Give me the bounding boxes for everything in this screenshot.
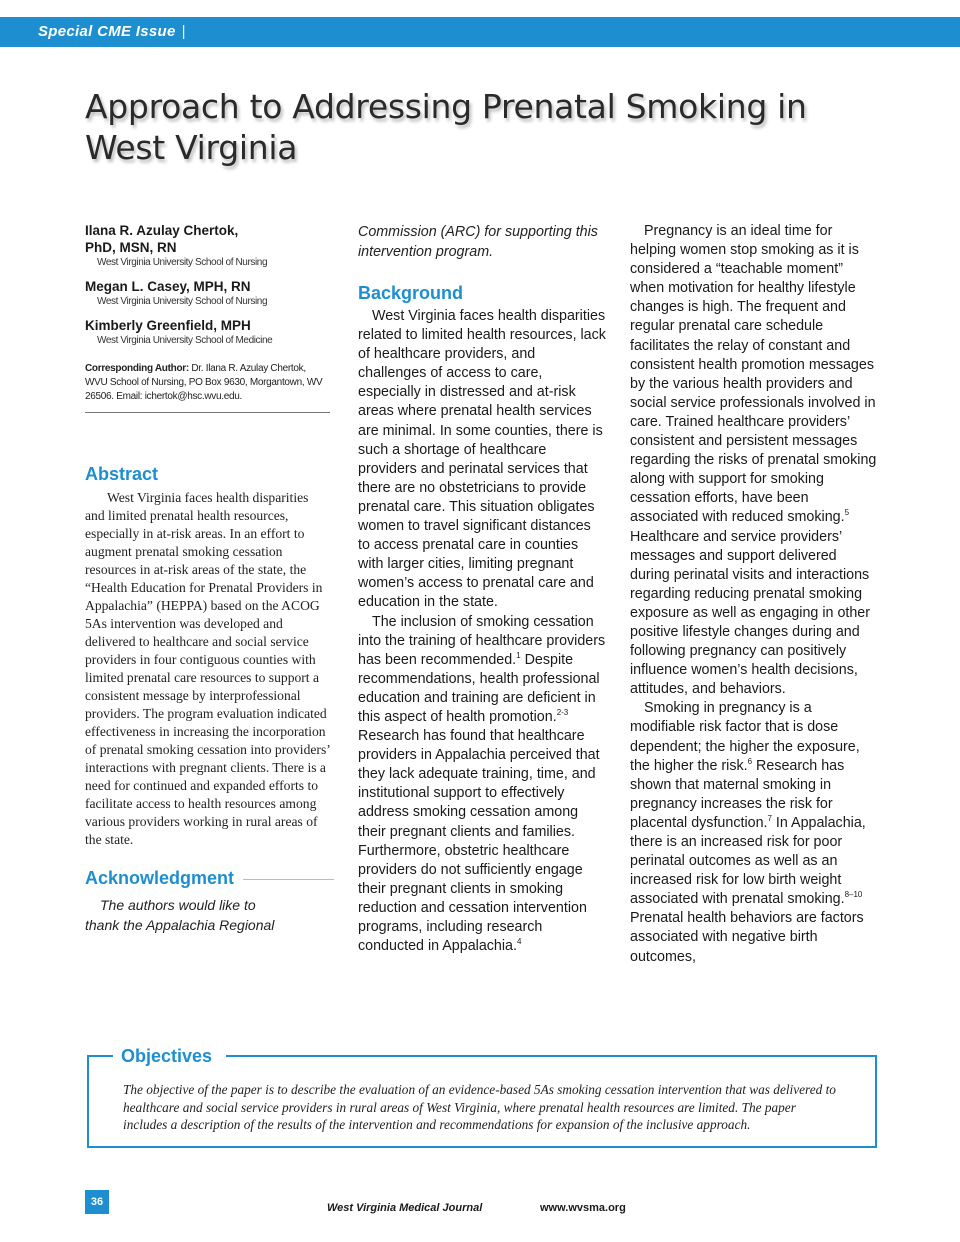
citation: 6	[747, 756, 753, 766]
citation: 7	[767, 814, 772, 824]
author-3	[85, 317, 330, 347]
acknowledgment-heading-text: Acknowledgment	[85, 868, 235, 888]
corresponding-label: Corresponding Author:	[85, 363, 189, 374]
background-paragraph-2	[358, 613, 606, 957]
objectives-box	[87, 1046, 877, 1148]
text-run: In Appalachia, there is an increased risk for poor perinatal outcomes as well as an increased risk for low birth weight associated with prenatal smoking.	[630, 814, 866, 908]
citation: 5	[844, 508, 850, 518]
acknowledgment-heading	[85, 867, 330, 889]
text-run: Research has shown that maternal smoking in pregnancy increases the risk for placental dysfunction.	[630, 757, 845, 831]
text-run: The inclusion of smoking cessation into the training of healthcare providers has been recommended.	[358, 613, 606, 668]
text-run: Despite recommendations, health professional education and training are deficient in this aspect of health promotion.	[358, 651, 600, 725]
acknowledgment-body	[85, 895, 330, 935]
abstract-body	[85, 489, 330, 849]
right-paragraph-2	[630, 699, 880, 966]
article-title	[85, 86, 875, 168]
author-2	[85, 278, 330, 308]
text-run: Smoking in pregnancy is a modifiable risk factor that is dose dependent; the higher the exposure, the higher the risk.	[630, 700, 860, 774]
page-number: 36	[85, 1190, 109, 1214]
issue-separator: |	[181, 23, 186, 40]
background-body	[358, 307, 606, 956]
author-affiliation: West Virginia University School of Medicine	[97, 335, 273, 346]
objectives-text: The objective of the paper is to describe the evaluation of an evidence-based 5As smoking cessation intervention that was delivered to healthcare and social service providers in rural areas of West Virginia, where prenatal health resources are limited. The paper includes a description of the results of the intervention and recommendations for expansion of the inclusive approach.	[123, 1082, 836, 1132]
acknowledgment-line-2: thank the Appalachia Regional	[85, 917, 275, 933]
journal-name: West Virginia Medical Journal	[327, 1202, 483, 1214]
citation: 2-3	[556, 708, 569, 718]
corresponding-text: Dr. Ilana R. Azulay Chertok, WVU School of Nursing, PO Box 9630, Morgantown, WV 26506. Email: ichertok@hsc.wvu.edu.	[85, 363, 323, 402]
column-right	[630, 222, 880, 967]
background-heading: Background	[358, 283, 464, 303]
abstract-text: West Virginia faces health disparities and limited prenatal health resources, especially in at-risk areas. In an effort to augment prenatal smoking cessation resources in at-risk areas of the state, the “Health Education for Prenatal Providers in Appalachia” (HEPPA) based on the ACOG 5As intervention was developed and delivered to healthcare and social service providers in four contiguous counties with limited prenatal care resources to support a consistent message by interprofessional providers. The program evaluation indicated effectiveness in increasing the incorporation of prenatal smoking cessation into providers’ interactions with pregnant clients. There is a need for continued and expanded efforts to facilitate access to health resources among various providers working in rural areas of the state.	[85, 490, 330, 847]
citation: 4	[516, 937, 522, 947]
citation: 8–10	[844, 890, 863, 900]
author-name: Ilana R. Azulay Chertok,	[85, 223, 239, 238]
issue-label: Special CME Issue	[38, 23, 176, 40]
text-run: Prenatal health behaviors are factors associated with negative birth outcomes,	[630, 910, 864, 965]
author-1	[85, 222, 330, 269]
right-paragraph-1	[630, 222, 880, 699]
title-line-2: West Virginia	[85, 128, 298, 167]
title-line-1: Approach to Addressing Prenatal Smoking in	[85, 87, 807, 126]
text-run: Pregnancy is an ideal time for helping women stop smoking as it is considered a “teachable moment” when motivation for healthy lifestyle changes is high. The frequent and regular prenatal care schedule facilitates the relay of constant and consistent health promotion messages by the various health providers and social service professionals involved in care. Trained healthcare providers’ consistent and persistent messages regarding the risks of prenatal smoking along with support for smoking cessation efforts, have been associated with reduced smoking.	[630, 223, 877, 526]
right-column-body	[630, 222, 880, 967]
acknowledgment-line-1: The authors would like to	[100, 897, 256, 913]
author-affiliation: West Virginia University School of Nursing	[97, 296, 268, 307]
background-paragraph-1: West Virginia faces health disparities related to limited health resources, lack of healthcare providers, and challenges of access to care, especially in distressed and at-risk areas where prenatal health services are minimal. In some counties, there is such a shortage of healthcare providers and perinatal services that there are no obstetricians to provide prenatal care. This situation obligates women to travel significant distances to access prenatal care in counties with larger cities, limiting pregnant women’s access to prenatal care and education in the state.	[358, 308, 606, 611]
column-left	[85, 222, 330, 935]
text-run: Research has found that healthcare providers in Appalachia perceived that they lack adequate training, time, and institutional support to effectively address smoking cessation among their pregnant clients and families. Furthermore, obstetric healthcare providers do not sufficiently engage their pregnant clients in smoking reduction and cessation intervention programs, including research conducted in Appalachia.	[358, 728, 600, 955]
text-run: Healthcare and service providers’ messages and support delivered during perinatal visits and interactions regarding reducing prenatal smoking exposure as well as engaging in other positive lifestyle changes during and following pregnancy can positively influence women’s health decisions, attitudes, and behaviors.	[630, 528, 871, 698]
author-credentials: PhD, MSN, RN	[85, 240, 177, 255]
citation: 1	[516, 650, 521, 660]
author-affiliation: West Virginia University School of Nursing	[97, 257, 268, 268]
column-middle	[358, 222, 606, 956]
objectives-heading: Objectives	[113, 1043, 226, 1069]
journal-website: www.wvsma.org	[540, 1202, 626, 1214]
author-name: Kimberly Greenfield, MPH	[85, 318, 251, 333]
acknowledgment-continued: Commission (ARC) for supporting this intervention program.	[358, 224, 598, 260]
abstract-heading: Abstract	[85, 464, 159, 484]
issue-banner	[0, 17, 960, 47]
author-name: Megan L. Casey, MPH, RN	[85, 279, 251, 294]
corresponding-author	[85, 362, 330, 413]
